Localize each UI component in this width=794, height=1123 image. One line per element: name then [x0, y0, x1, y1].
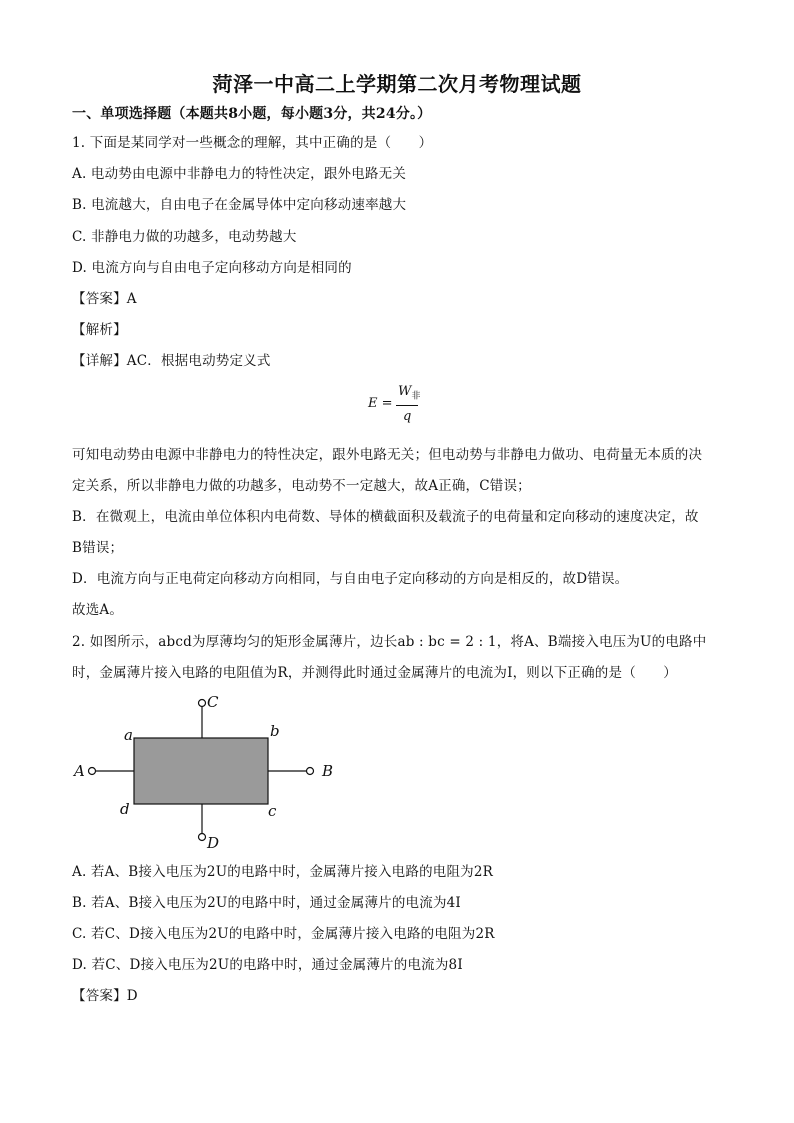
label-D: D: [207, 834, 220, 852]
q1-conclusion: 故选A。: [72, 602, 124, 618]
label-b: b: [270, 722, 280, 740]
q2-stem-line: 时，金属薄片接入电路的电阻值为R，并测得此时通过金属薄片的电流为I，则以下正确的是（ ）: [72, 665, 677, 681]
label-B: B: [322, 762, 334, 780]
q1-option-b: B. 电流越大，自由电子在金属导体中定向移动速率越大: [72, 197, 407, 213]
q2-option-b: B. 若A、B接入电压为2U的电路中时，通过金属薄片的电流为4I: [72, 895, 461, 911]
label-A: A: [74, 762, 85, 780]
q1-detail: 【详解】AC．根据电动势定义式: [72, 353, 271, 369]
label-d: d: [120, 800, 130, 818]
q1-explain-line: B．在微观上，电流由单位体积内电荷数、导体的横截面积及载流子的电荷量和定向移动的速度决定，故: [72, 509, 699, 525]
formula-numerator: $W_非$: [398, 384, 421, 402]
q1-option-d: D. 电流方向与自由电子定向移动方向是相同的: [72, 260, 352, 276]
q2-option-d: D. 若C、D接入电压为2U的电路中时，通过金属薄片的电流为8I: [72, 957, 463, 973]
q1-explain-line: 可知电动势由电源中非静电力的特性决定，跟外电路无关；但电动势与非静电力做功、电荷量无本质的决: [72, 447, 703, 463]
q1-explain-line: D．电流方向与正电荷定向移动方向相同，与自由电子定向移动的方向是相反的，故D错误。: [72, 571, 629, 587]
q1-explain-line: B错误；: [72, 540, 124, 556]
q1-analysis-label: 【解析】: [72, 322, 127, 338]
q2-option-c: C. 若C、D接入电压为2U的电路中时，金属薄片接入电路的电阻为2R: [72, 926, 495, 942]
q2-stem-line: 2. 如图所示，abcd为厚薄均匀的矩形金属薄片，边长ab : bc = 2 : 1，将A、B端接入电压为U的电路中: [72, 634, 707, 650]
formula-lhs: E =: [368, 396, 393, 411]
q1-stem: 1. 下面是某同学对一些概念的理解，其中正确的是（ ）: [72, 135, 433, 151]
label-c: c: [268, 802, 277, 820]
q2-option-a: A. 若A、B接入电压为2U的电路中时，金属薄片接入电路的电阻为2R: [72, 864, 494, 880]
circuit-figure: [70, 690, 350, 855]
metal-sheet-diagram: [70, 690, 350, 855]
metal-sheet-rect: [134, 738, 268, 804]
terminal-b: [307, 768, 314, 775]
q1-option-c: C. 非静电力做的功越多，电动势越大: [72, 229, 297, 245]
label-a: a: [124, 726, 133, 744]
label-C: C: [207, 693, 219, 711]
q1-option-a: A. 电动势由电源中非静电力的特性决定，跟外电路无关: [72, 166, 407, 182]
exam-title: 菏泽一中高二上学期第二次月考物理试题: [212, 72, 582, 96]
q1-explain-line: 定关系，所以非静电力做的功越多，电动势不一定越大，故A正确，C错误；: [72, 478, 531, 494]
terminal-a: [89, 768, 96, 775]
fraction-bar: [396, 405, 418, 406]
section-heading: 一、单项选择题（本题共8小题，每小题3分，共24分。）: [72, 106, 432, 122]
q2-answer: 【答案】D: [72, 988, 138, 1004]
formula-denominator: q: [403, 409, 412, 424]
terminal-c: [199, 700, 206, 707]
q1-answer: 【答案】A: [72, 291, 137, 307]
terminal-d: [199, 834, 206, 841]
